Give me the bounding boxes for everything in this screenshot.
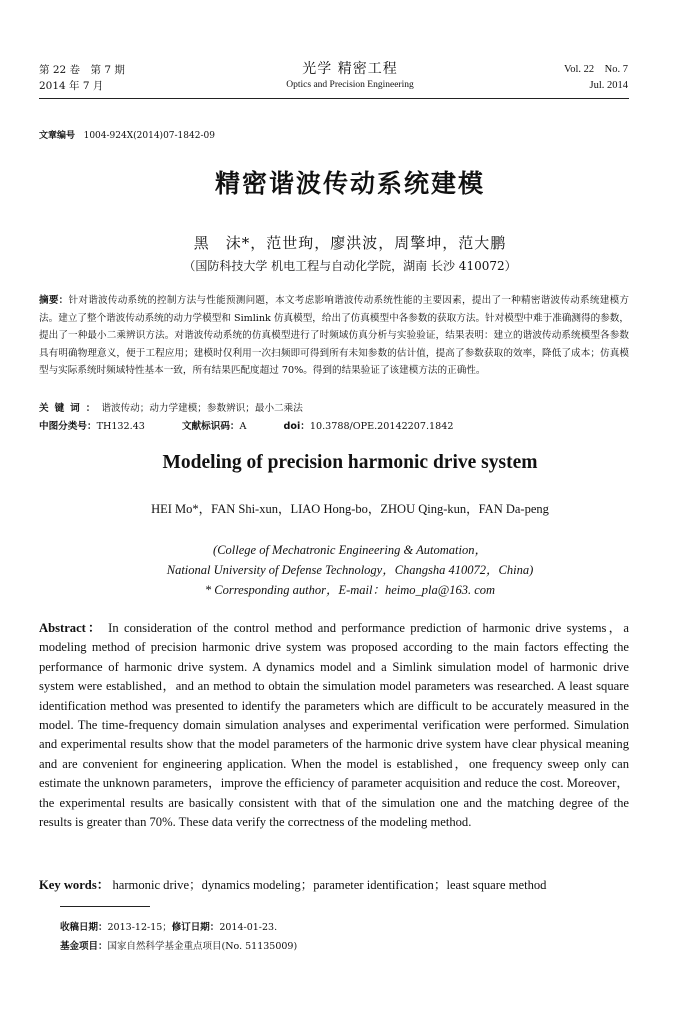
received-value: 2013-12-15；: [107, 922, 172, 933]
doc-code-label: 文献标识码：: [181, 421, 240, 432]
affiliation-cn: （国防科技大学 机电工程与自动化学院，湖南 长沙 410072）: [183, 259, 517, 273]
article-number-value: 1004-924X(2014)07-1842-09: [83, 131, 215, 141]
classification-line: [39, 418, 453, 432]
footnote-divider: [60, 906, 150, 907]
fund-value: 国家自然科学基金重点项目(No. 51135009): [107, 941, 298, 952]
fund-label: 基金项目：: [60, 941, 108, 952]
title-cn: 精密谐波传动系统建模: [214, 169, 485, 198]
affiliation-en-line1: (College of Mechatronic Engineering & Automation，: [213, 543, 487, 557]
keywords-cn: [39, 400, 303, 414]
authors-cn: 黑 沫*，范世珣，廖洪波，周擎坤，范大鹏: [193, 234, 507, 252]
keywords-en-label: Key words：: [39, 878, 110, 892]
journal-name-en: Optics and Precision Engineering: [286, 80, 414, 90]
title-en: Modeling of precision harmonic drive system: [162, 452, 538, 473]
footnote-funding: [60, 938, 297, 952]
clc-label: 中图分类号：: [39, 421, 97, 432]
abstract-en: [39, 619, 629, 832]
keywords-cn-label: 关键词：: [39, 403, 102, 414]
keywords-en: [39, 874, 546, 893]
abstract-cn: [39, 292, 629, 380]
volume-issue-cn: 第 22 卷 第 7 期: [39, 64, 125, 76]
footnote-dates: [60, 919, 277, 933]
revised-value: 2014-01-23.: [219, 922, 278, 933]
keywords-en-text: harmonic drive；dynamics modeling；parameter identification；least square method: [112, 878, 547, 892]
clc-value: TH132.43: [96, 421, 145, 432]
abstract-cn-label: 摘要：: [39, 295, 69, 306]
header-right: [564, 62, 628, 94]
affiliation-en: [0, 540, 700, 600]
keywords-cn-text: 谐波传动；动力学建模；参数辨识；最小二乘法: [101, 403, 303, 414]
article-number: [39, 128, 215, 141]
affiliation-en-line3: * Corresponding author，E-mail：heimo_pla@163. com: [204, 583, 496, 597]
abstract-en-text: In consideration of the control method and performance prediction of harmonic drive systems，a modeling method of precision harmonic drive system was proposed according to the main factors effecting the performance of harmonic drive system. A dynamics model and a Simlink simulation model of harmonic drive system were established，and an method to obtain the simulation model parameters was researched. A least square identification method was presented to identify the parameters which are difficult to be accurately measured in the model. The time-frequency domain simulation analyses and experimental verification were performed. Simulation and experimental results show that the model parameters of the harmonic drive system have clear physical meaning and are convenient for engineering application. When the model is established，one frequency sweep only can estimate the unknown parameters，improve the efficiency of parameter acquisition and reduce the cost. Moreover，the experimental results are basically consistent with that of the simulation one and the matching degree of the results is greater than 70%. These data verify the correctness of the modeling method.: [39, 621, 629, 830]
header-divider: [39, 98, 629, 99]
doc-code-value: A: [239, 421, 247, 432]
article-number-label: 文章编号: [39, 131, 76, 141]
authors-en: HEI Mo*，FAN Shi-xun，LIAO Hong-bo，ZHOU Qing-kun，FAN Da-peng: [151, 502, 549, 516]
abstract-cn-text: 针对谐波传动系统的控制方法与性能预测问题，本文考虑影响谐波传动系统性能的主要因素，提出了一种精密谐波传动系统建模方法。建立了整个谐波传动系统的动力学模型和 Simlink 仿真模型，给出了仿真模型中各参数的获取方法。针对模型中难于准确测得的参数，提出了一种最小二乘辨识方法。对谐波传动系统的仿真模型进行了时频域仿真分析与实验验证，结果表明：建立的谐波传动系统模型各参数具有明确物理意义，便于工程应用；建模时仅利用一次扫频即可得到所有未知参数的估计值，提高了参数获取的效率，降低了成本；仿真模型与实际系统时频域特性基本一致，所有结果匹配度超过 70%。得到的结果验证了该建模方法的正确性。: [39, 295, 630, 377]
doi-label: doi：: [283, 421, 310, 432]
revised-label: 修订日期：: [171, 922, 220, 933]
affiliation-en-line2: National University of Defense Technology，Changsha 410072，China): [166, 563, 534, 577]
received-label: 收稿日期：: [60, 922, 108, 933]
date-en: Jul. 2014: [589, 80, 628, 91]
volume-issue-en: Vol. 22 No. 7: [564, 64, 628, 75]
journal-name-cn: 光学 精密工程: [302, 61, 398, 77]
date-cn: 2014 年 7 月: [39, 80, 104, 92]
abstract-en-label: Abstract：: [39, 621, 103, 635]
doi-value: 10.3788/OPE.20142207.1842: [309, 421, 454, 432]
